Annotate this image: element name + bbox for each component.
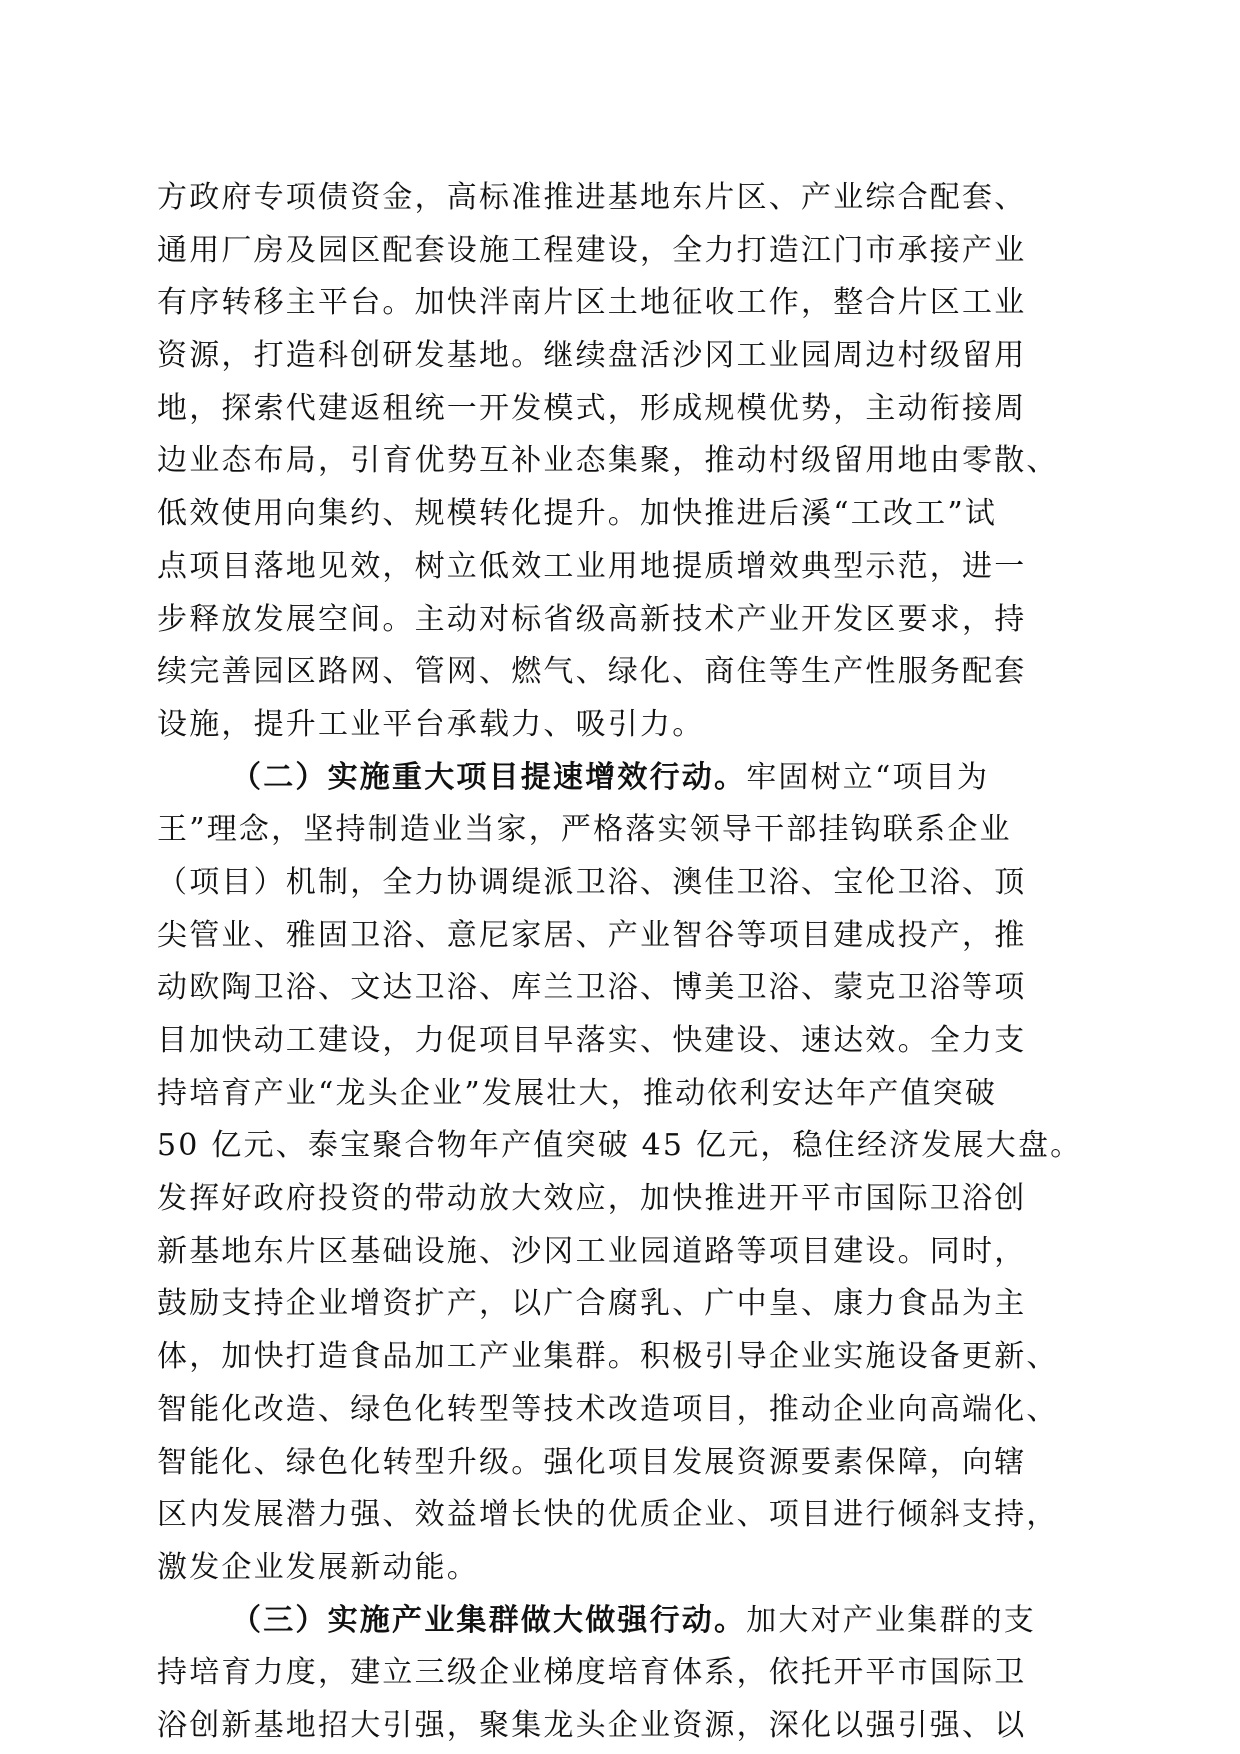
text-line: 浴创新基地招大引强，聚集龙头企业资源，深化以强引强、以: [157, 1707, 1027, 1743]
document-body: [157, 172, 1087, 1753]
paragraph-1: [157, 172, 1087, 752]
text-line: 发挥好政府投资的带动放大效应，加快推进开平市国际卫浴创: [157, 1181, 1027, 1217]
text-line: 新基地东片区基础设施、沙冈工业园道路等项目建设。同时，: [157, 1233, 1027, 1269]
text-line: 区内发展潜力强、效益增长快的优质企业、项目进行倾斜支持，: [157, 1497, 1059, 1533]
heading-trailing-text: 牢固树立“项目为: [746, 759, 990, 795]
paragraph-3: [157, 1595, 1087, 1753]
text-line: 边业态布局，引育优势互补业态集聚，推动村级留用地由零散、: [157, 443, 1059, 479]
text-line: 目加快动工建设，力促项目早落实、快建设、速达效。全力支: [157, 1023, 1027, 1058]
text-line: 鼓励支持企业增资扩产，以广合腐乳、广中皇、康力食品为主: [157, 1286, 1027, 1322]
text-line: 激发企业发展新动能。: [157, 1549, 479, 1585]
text-line: 通用厂房及园区配套设施工程建设，全力打造江门市承接产业: [157, 232, 1027, 268]
paragraph-first-line: [157, 1595, 1087, 1648]
text-line: 尖管业、雅固卫浴、意尼家居、产业智谷等项目建成投产，推: [157, 917, 1027, 953]
text-line: 地，探索代建返租统一开发模式，形成规模优势，主动衔接周: [157, 390, 1027, 426]
section-heading: （三）实施产业集群做大做强行动。: [231, 1602, 747, 1638]
heading-trailing-text: 加大对产业集群的支: [746, 1602, 1037, 1638]
paragraph-2: [157, 752, 1087, 1595]
text-line: 低效使用向集约、规模转化提升。加快推进后溪“工改工”试: [157, 496, 998, 532]
text-line: 动欧陶卫浴、文达卫浴、库兰卫浴、博美卫浴、蒙克卫浴等项: [157, 970, 1027, 1006]
text-line: 王”理念，坚持制造业当家，严格落实领导干部挂钩联系企业: [157, 812, 1012, 848]
text-line: 续完善园区路网、管网、燃气、绿化、商住等生产性服务配套: [157, 654, 1027, 690]
text-line: 智能化改造、绿色化转型等技术改造项目，推动企业向高端化、: [157, 1391, 1059, 1427]
text-line: 设施，提升工业平台承载力、吸引力。: [157, 706, 705, 742]
section-heading: （二）实施重大项目提速增效行动。: [231, 759, 747, 795]
text-line: 持培育产业“龙头企业”发展壮大，推动依利安达年产值突破: [157, 1075, 998, 1111]
text-line: 方政府专项债资金，高标准推进基地东片区、产业综合配套、: [157, 180, 1027, 215]
text-line: 持培育力度，建立三级企业梯度培育体系，依托开平市国际卫: [157, 1655, 1027, 1691]
paragraph-first-line: [157, 752, 1087, 805]
text-line: 资源，打造科创研发基地。继续盘活沙冈工业园周边村级留用: [157, 338, 1027, 374]
text-line: 体，加快打造食品加工产业集群。积极引导企业实施设备更新、: [157, 1339, 1059, 1375]
text-line: 智能化、绿色化转型升级。强化项目发展资源要素保障，向辖: [157, 1444, 1027, 1480]
text-line: （项目）机制，全力协调缇派卫浴、澳佳卫浴、宝伦卫浴、顶: [157, 864, 1027, 900]
text-line: 50 亿元、泰宝聚合物年产值突破 45 亿元，稳住经济发展大盘。: [157, 1128, 1083, 1164]
text-line: 点项目落地见效，树立低效工业用地提质增效典型示范，进一: [157, 548, 1027, 584]
text-line: 有序转移主平台。加快泮南片区土地征收工作，整合片区工业: [157, 285, 1027, 321]
text-line: 步释放发展空间。主动对标省级高新技术产业开发区要求，持: [157, 601, 1027, 637]
